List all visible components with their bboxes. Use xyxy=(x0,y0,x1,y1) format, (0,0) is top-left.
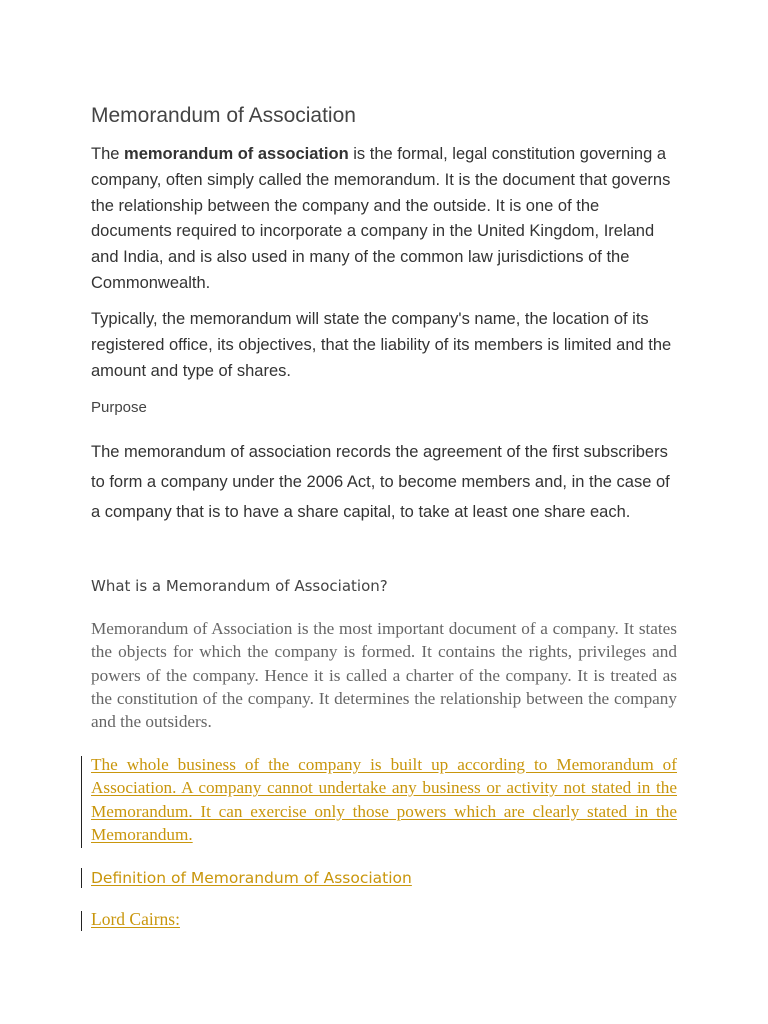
definition-heading-link[interactable]: Definition of Memorandum of Association xyxy=(91,869,412,887)
intro-prefix: The xyxy=(91,145,125,163)
intro-bold-term: memorandum of association xyxy=(124,145,349,163)
intro-text: is the formal, legal constitution governing a company, often simply called the memorandum. It is the document that governs the relationship between the company and the outside. It is one of the documents required to incorporate a company in the United Kingdom, Ireland and India, and is also used in many of the common law jurisdictions of the Commonwealth. xyxy=(91,145,676,292)
text-cursor-bar xyxy=(81,868,82,888)
purpose-heading: Purpose xyxy=(91,399,147,416)
highlight-link-paragraph[interactable]: The whole business of the company is built up according to Memorandum of Association. A company cannot undertake any business or activity not stated in the Memorandum. It can exercise only those powers which are clearly stated in the Memorandum. xyxy=(91,755,677,844)
text-cursor-bar xyxy=(81,756,82,848)
contents-paragraph: Typically, the memorandum will state the company's name, the location of its registered office, its objectives, that the liability of its members is limited and the amount and type of shares. xyxy=(91,310,672,380)
text-cursor-bar xyxy=(81,911,82,931)
document-title: Memorandum of Association xyxy=(91,104,356,127)
intro-paragraph xyxy=(91,142,677,297)
what-is-heading: What is a Memorandum of Association? xyxy=(91,577,388,595)
what-is-paragraph: Memorandum of Association is the most important document of a company. It states the objects for which the company is formed. It contains the rights, privileges and powers of the company. Hence it is called a charter of the company. It is treated as the constitution of the company. It determines the relationship between the company and the outsiders. xyxy=(91,619,677,732)
lord-cairns-link[interactable]: Lord Cairns: xyxy=(91,909,180,929)
purpose-paragraph: The memorandum of association records the agreement of the first subscribers to form a company under the 2006 Act, to become members and, in the case of a company that is to have a share capital, to take at least one share each. xyxy=(91,443,670,521)
